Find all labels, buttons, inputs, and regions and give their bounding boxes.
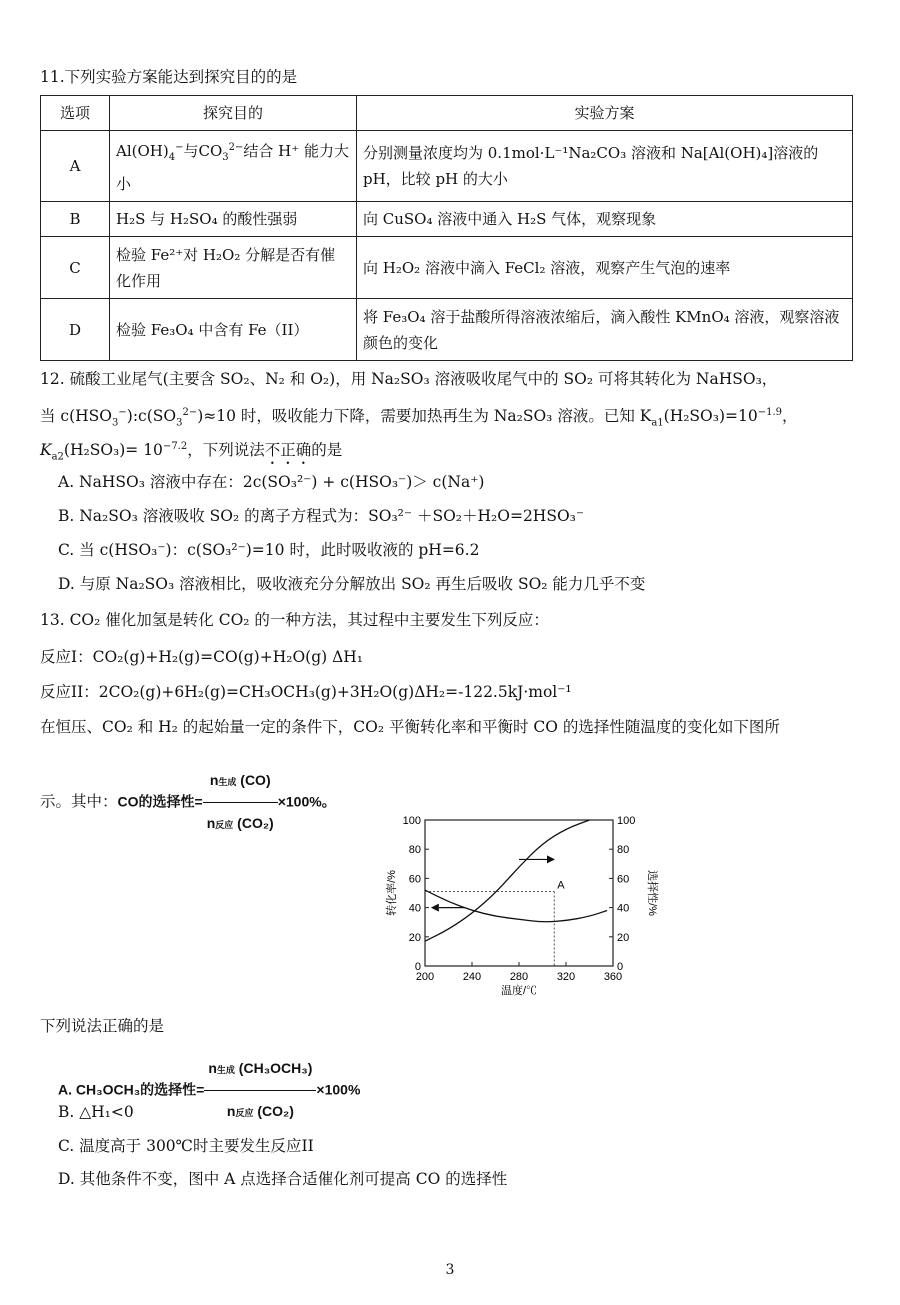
right-tick-label: 100 (617, 815, 636, 827)
row-plan: 向 CuSO₄ 溶液中通入 H₂S 气体，观察现象 (357, 202, 853, 237)
left-tick-label: 60 (408, 873, 421, 886)
row-goal: 检验 Fe²⁺对 H₂O₂ 分解是否有催化作用 (110, 237, 357, 299)
q13-text: 示。其中： (40, 792, 118, 811)
formula-sub: 反应 (215, 820, 234, 830)
formula-sub: 反应 (235, 1108, 254, 1118)
q12-line3 (40, 436, 342, 468)
row-goal: 检验 Fe₃O₄ 中含有 Fe（II） (110, 299, 357, 361)
row-plan: 向 H₂O₂ 溶液中滴入 FeCl₂ 溶液，观察产生气泡的速率 (357, 237, 853, 299)
q12-text: )≈10 时，吸收能力下降，需要加热再生为 Na₂SO₃ 溶液。已知 K (197, 407, 652, 426)
formula-sub: 生成 (218, 777, 237, 787)
row-goal: H₂S 与 H₂SO₄ 的酸性强弱 (110, 202, 357, 237)
arrow-head-right (547, 855, 555, 863)
formula-tail: ×100% (316, 1081, 361, 1098)
left-tick-label: 80 (408, 844, 421, 857)
q13-option-c: C. 温度高于 300℃时主要发生反应II (58, 1137, 314, 1155)
formula-den: (CO₂) (253, 1103, 294, 1119)
ka1-exp: −1.9 (757, 407, 783, 418)
q12-line1: 12. 硫酸工业尾气(主要含 SO₂、N₂ 和 O₂)，用 Na₂SO₃ 溶液吸收尾气中的 SO₂ 可将其转化为 NaHSO₃， (40, 370, 778, 388)
x-tick-label: 200 (415, 971, 435, 983)
goal-text-mid: 与 (183, 142, 199, 160)
left-axis-label: 转化率/% (386, 870, 398, 916)
formula-label: CO的选择性= (117, 793, 203, 810)
chart-layer (384, 815, 660, 997)
left-tick-label: 100 (402, 815, 421, 827)
q12-text: 的是 (311, 441, 343, 460)
left-tick-label: 20 (408, 931, 421, 944)
formula-label: A. CH₃OCH₃的选择性= (58, 1081, 205, 1098)
q12-text: ，下列说法 (187, 441, 265, 460)
table-row (41, 237, 853, 299)
row-goal: $Al(OH)_4^-$与$CO_3^{2-}$结合 H⁺ 能力大小 (110, 131, 357, 202)
row-option: A (41, 131, 110, 202)
row-plan: 分别测量浓度均为 0.1mol·L⁻¹Na₂CO₃ 溶液和 Na[Al(OH)₄]溶液的 pH，比较 pH 的大小 (357, 131, 853, 202)
q13-line1: 13. CO₂ 催化加氢是转化 CO₂ 的一种方法，其过程中主要发生下列反应： (40, 611, 549, 629)
x-tick-label: 320 (556, 971, 576, 983)
formula-n: n (226, 1103, 236, 1119)
ka2-sub: a2 (51, 451, 64, 463)
q13-prompt: 下列说法正确的是 (40, 1017, 165, 1035)
row-plan: 将 Fe₃O₄ 溶于盐酸所得溶液浓缩后，滴入酸性 KMnO₄ 溶液，观察溶液颜色的变化 (357, 299, 853, 361)
goal-text: 结合 H⁺ 能力大小 (116, 142, 349, 193)
series-line-right (425, 820, 590, 941)
q13-option-b: B. △H₁<0 (58, 1103, 134, 1121)
emphasis-text: 不正确 (264, 441, 312, 460)
q12-text: ):c(SO (126, 407, 177, 426)
table-header-row (41, 96, 853, 131)
conversion-selectivity-chart (375, 808, 665, 998)
x-axis-label: 温度/℃ (500, 985, 538, 997)
x-tick-label: 240 (462, 971, 482, 983)
right-tick-label: 60 (617, 873, 630, 886)
q13-selectivity-def (40, 760, 336, 845)
formula-n: n (209, 772, 219, 788)
row-option: C (41, 237, 110, 299)
x-tick-label: 360 (603, 971, 623, 983)
point-a-label: A (557, 879, 565, 892)
header-plan: 实验方案 (357, 96, 853, 131)
q11-stem: 11.下列实验方案能达到探究目的的是 (40, 68, 298, 86)
header-option: 选项 (41, 96, 110, 131)
right-tick-label: 80 (617, 844, 630, 857)
arrow-head-left (431, 904, 439, 912)
q12-option-d: D. 与原 Na₂SO₃ 溶液相比，吸收液充分分解放出 SO₂ 再生后吸收 SO₂ 能力几乎不变 (58, 575, 646, 593)
q12-line2: 当 $c(HSO_3^-):c(SO_3^{2-})\approx 10$ 时，吸收能力下降，需要加热再生为 Na₂SO₃ 溶液。已知 $K_{a1}(H_2SO_3)=10^{-1.9}$， (40, 407, 798, 429)
table-row (41, 202, 853, 237)
q13-line4: 在恒压、CO₂ 和 H₂ 的起始量一定的条件下，CO₂ 平衡转化率和平衡时 CO 的选择性随温度的变化如下图所 (40, 718, 780, 736)
formula-n: n (206, 815, 216, 831)
right-tick-label: 40 (617, 902, 630, 915)
q13-option-d: D. 其他条件不变，图中 A 点选择合适催化剂可提高 CO 的选择性 (58, 1170, 508, 1188)
q13-reaction1: 反应I：CO₂(g)+H₂(g)=CO(g)+H₂O(g) ΔH₁ (40, 648, 364, 666)
right-tick-label: 20 (617, 931, 630, 944)
q12-text: 当 c(HSO (40, 407, 112, 426)
formula-n: n (208, 1060, 217, 1076)
selectivity-fraction (203, 760, 278, 845)
right-tick-label: 0 (617, 961, 624, 973)
formula-tail: ×100%。 (277, 793, 336, 810)
q12-text: ， (782, 407, 798, 426)
q11-table (40, 95, 853, 361)
formula-den: (CO₂) (233, 815, 274, 831)
ka1-sub: a1 (651, 417, 664, 429)
q12-option-b: B. Na₂SO₃ 溶液吸收 SO₂ 的离子方程式为：SO₃²⁻ ＋SO₂＋H₂O=2HSO₃⁻ (58, 507, 585, 525)
row-option: D (41, 299, 110, 361)
series-line-left (425, 890, 607, 922)
q12-option-a: A. NaHSO₃ 溶液中存在：2c(SO₃²⁻) + c(HSO₃⁻)＞ c(Na⁺) (58, 473, 485, 491)
row-option: B (41, 202, 110, 237)
q12-text: K (40, 441, 52, 460)
left-tick-label: 0 (414, 961, 421, 973)
header-goal: 探究目的 (110, 96, 357, 131)
formula-num: (CO) (236, 772, 271, 788)
q12-text: (H₂SO₃)=10 (663, 407, 758, 426)
plot-frame (425, 820, 613, 966)
table-row (41, 299, 853, 361)
left-tick-label: 40 (408, 902, 421, 915)
right-axis-label: 选择性/% (646, 870, 658, 916)
x-tick-label: 280 (509, 971, 529, 983)
table-row (41, 131, 853, 202)
ch3och3-fraction (204, 1048, 316, 1133)
formula-num: (CH₃OCH₃) (234, 1060, 313, 1076)
page-number: 3 (445, 1262, 455, 1278)
q12-text: (H₂SO₃)= 10 (63, 441, 163, 460)
ka2-exp: −7.2 (162, 441, 188, 452)
q13-reaction2: 反应II：2CO₂(g)+6H₂(g)=CH₃OCH₃(g)+3H₂O(g)ΔH₂=-122.5kJ·mol⁻¹ (40, 683, 572, 701)
formula-sub: 生成 (216, 1065, 235, 1075)
q12-option-c: C. 当 c(HSO₃⁻)：c(SO₃²⁻)=10 时，此时吸收液的 pH=6.2 (58, 541, 480, 559)
